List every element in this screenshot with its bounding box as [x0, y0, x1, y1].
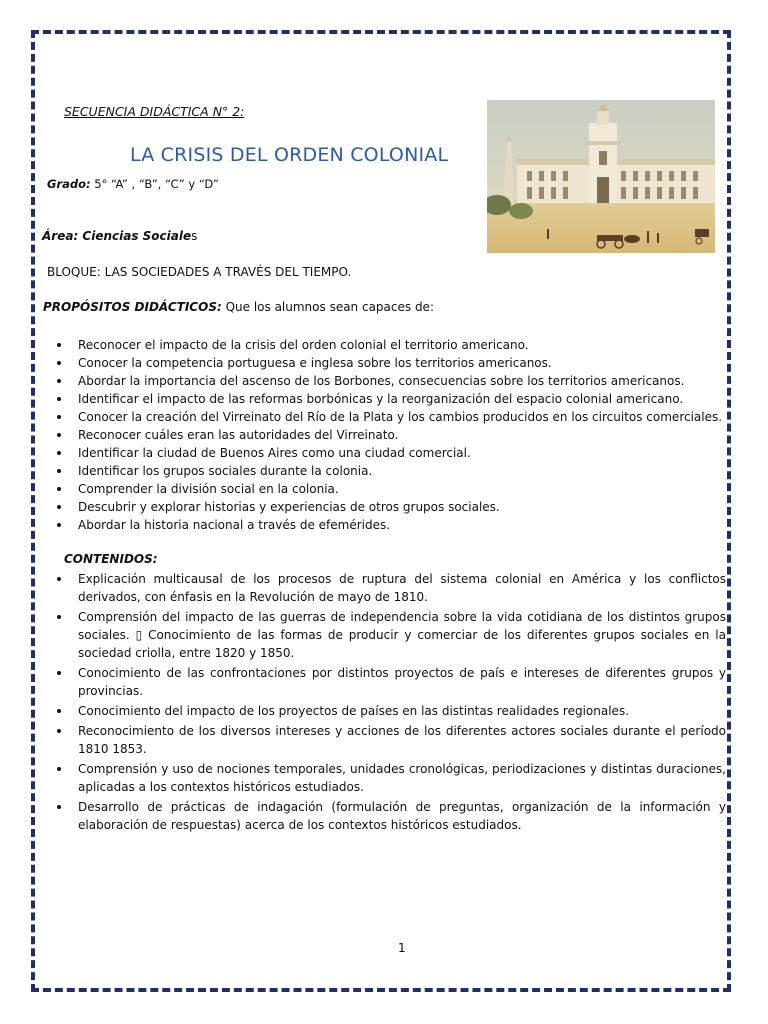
list-item: Descubrir y explorar historias y experiencias de otros grupos sociales. — [54, 498, 734, 516]
list-item: Reconocer el impacto de la crisis del orden colonial el territorio americano. — [54, 336, 734, 354]
list-item: Identificar el impacto de las reformas borbónicas y la reorganización del espacio colonial americano. — [54, 390, 734, 408]
purposes-heading — [43, 300, 434, 314]
grade-label: Grado: — [47, 177, 91, 191]
list-item: Reconocer cuáles eran las autoridades del Virreinato. — [54, 426, 734, 444]
page-number: 1 — [398, 941, 406, 955]
contents-heading: CONTENIDOS: — [64, 552, 158, 566]
list-item: Conocer la creación del Virreinato del Río de la Plata y los cambios producidos en los circuitos comerciales. — [54, 408, 734, 426]
list-item: Reconocimiento de los diversos intereses y acciones de los diferentes actores sociales durante el período 1810 1853. — [54, 722, 726, 758]
sequence-label: SECUENCIA DIDÁCTICA N° 2: — [64, 104, 245, 119]
list-item: Abordar la historia nacional a través de efemérides. — [54, 516, 734, 534]
list-item: Identificar la ciudad de Buenos Aires como una ciudad comercial. — [54, 444, 734, 462]
colonial-cabildo-image — [487, 100, 715, 253]
list-item: Comprensión del impacto de las guerras de independencia sobre la vida cotidiana de los distintos grupos sociales. ▯ Conocimiento de las formas de producir y comerciar de los diferentes grupos sociales en la sociedad criolla, entre 1820 y 1850. — [54, 608, 726, 662]
list-item: Comprender la división social en la colonia. — [54, 480, 734, 498]
purposes-list — [54, 336, 734, 534]
list-item: Conocimiento del impacto de los proyectos de países en las distintas realidades regionales. — [54, 702, 726, 720]
grade-value: 5° “A” , “B”, “C” y “D” — [90, 177, 219, 191]
page-title: LA CRISIS DEL ORDEN COLONIAL — [130, 144, 449, 166]
list-item: Desarrollo de prácticas de indagación (formulación de preguntas, organización de la información y elaboración de respuestas) acerca de los contextos históricos estudiados. — [54, 798, 726, 834]
list-item: Explicación multicausal de los procesos de ruptura del sistema colonial en América y los conflictos derivados, con énfasis en la Revolución de mayo de 1810. — [54, 570, 726, 606]
list-item: Abordar la importancia del ascenso de los Borbones, consecuencias sobre los territorios americanos. — [54, 372, 734, 390]
area-line — [42, 229, 197, 243]
bloque-line: BLOQUE: LAS SOCIEDADES A TRAVÉS DEL TIEMPO. — [47, 265, 352, 279]
contents-list — [54, 570, 726, 836]
list-item: Identificar los grupos sociales durante la colonia. — [54, 462, 734, 480]
purposes-label: PROPÓSITOS DIDÁCTICOS: — [43, 300, 222, 314]
list-item: Conocimiento de las confrontaciones por distintos proyectos de país e intereses de diferentes grupos y provincias. — [54, 664, 726, 700]
purposes-intro: Que los alumnos sean capaces de: — [221, 300, 434, 314]
list-item: Comprensión y uso de nociones temporales, unidades cronológicas, periodizaciones y distintas duraciones, aplicadas a los contextos históricos estudiados. — [54, 760, 726, 796]
area-tail: s — [191, 229, 198, 243]
area-label: Área: Ciencias Sociale — [42, 229, 192, 243]
list-item: Conocer la competencia portuguesa e inglesa sobre los territorios americanos. — [54, 354, 734, 372]
grade-line — [47, 177, 219, 191]
